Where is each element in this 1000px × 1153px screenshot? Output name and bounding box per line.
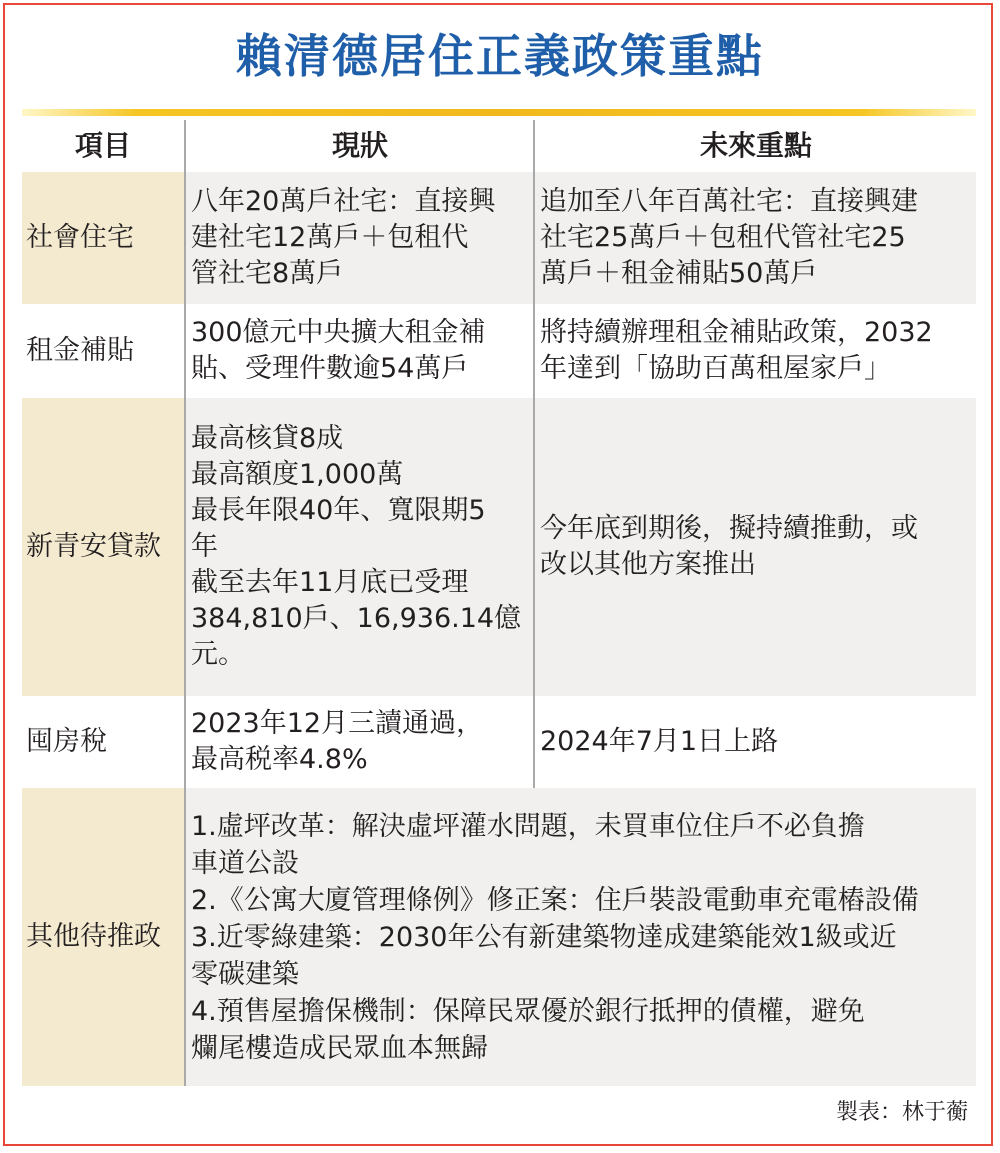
current-line: 年 <box>191 531 218 562</box>
policy-line: 2.《公寓大廈管理條例》修正案：住戶裝設電動車充電樁設備 <box>191 884 919 916</box>
current-line: 貼、受理件數逾54萬戶 <box>191 353 469 384</box>
future-line: 社宅25萬戶＋包租代管社宅25 <box>540 222 906 253</box>
table-row <box>22 172 976 304</box>
future-line: 將持續辦理租金補貼政策，2032 <box>540 317 933 348</box>
current-line: 最高核貸8成 <box>191 423 344 454</box>
future-line: 今年底到期後，擬持續推動，或 <box>540 513 918 544</box>
future-line: 追加至八年百萬社宅：直接興建 <box>540 186 918 217</box>
row-future <box>533 696 976 788</box>
row-item-label: 其他待推政 <box>22 788 184 1086</box>
current-line: 建社宅12萬戶＋包租代 <box>191 222 469 253</box>
row-item-label: 囤房稅 <box>26 726 107 757</box>
row-current <box>184 696 533 788</box>
row-current <box>184 172 533 304</box>
row-future <box>533 398 976 696</box>
current-line: 最高税率4.8% <box>191 744 368 775</box>
row-item-label: 社會住宅 <box>22 172 184 304</box>
table-row <box>22 304 976 398</box>
header-future: 未來重點 <box>533 120 976 172</box>
row-combined <box>184 788 976 1086</box>
row-current <box>184 304 533 398</box>
row-item-label: 新青安貸款 <box>22 398 184 696</box>
current-line: 截至去年11月底已受理 <box>191 567 469 598</box>
future-line: 年達到「協助百萬租屋家戶」 <box>540 353 891 384</box>
current-line: 384,810戶、16,936.14億 <box>191 603 522 634</box>
table-row <box>22 696 976 788</box>
current-line: 2023年12月三讀通過， <box>191 708 484 739</box>
future-line: 萬戶＋租金補貼50萬戶 <box>540 258 818 289</box>
table-row <box>22 398 976 696</box>
table-row <box>22 788 976 1086</box>
policy-line: 零碳建築 <box>191 958 299 990</box>
row-current <box>184 398 533 696</box>
future-line: 改以其他方案推出 <box>540 549 756 580</box>
current-line: 八年20萬戶社宅：直接興 <box>191 186 496 217</box>
current-line: 300億元中央擴大租金補 <box>191 317 486 348</box>
policy-line: 3.近零綠建築：2030年公有新建築物達成建築能效1級或近 <box>191 921 897 953</box>
page-title: 賴清德居住正義政策重點 <box>236 29 764 83</box>
current-line: 最高額度1,000萬 <box>191 459 404 490</box>
table-header-row <box>22 120 976 172</box>
future-line: 2024年7月1日上路 <box>540 726 779 757</box>
header-item: 項目 <box>74 129 131 162</box>
row-future <box>533 304 976 398</box>
row-future <box>533 172 976 304</box>
current-line: 最長年限40年、寬限期5 <box>191 495 486 526</box>
current-line: 元。 <box>191 639 245 670</box>
current-line: 管社宅8萬戶 <box>191 258 344 289</box>
policy-line: 車道公設 <box>191 847 299 879</box>
table-credit: 製表：林于蘅 <box>835 1100 968 1125</box>
title-underline <box>22 109 976 116</box>
row-item-label: 租金補貼 <box>26 335 134 366</box>
header-current: 現狀 <box>184 120 533 172</box>
policy-line: 4.預售屋擔保機制：保障民眾優於銀行抵押的債權，避免 <box>191 995 865 1027</box>
policy-line: 爛尾樓造成民眾血本無歸 <box>191 1032 488 1064</box>
policy-line: 1.虛坪改革：解決虛坪灌水問題，未買車位住戶不必負擔 <box>191 810 865 842</box>
